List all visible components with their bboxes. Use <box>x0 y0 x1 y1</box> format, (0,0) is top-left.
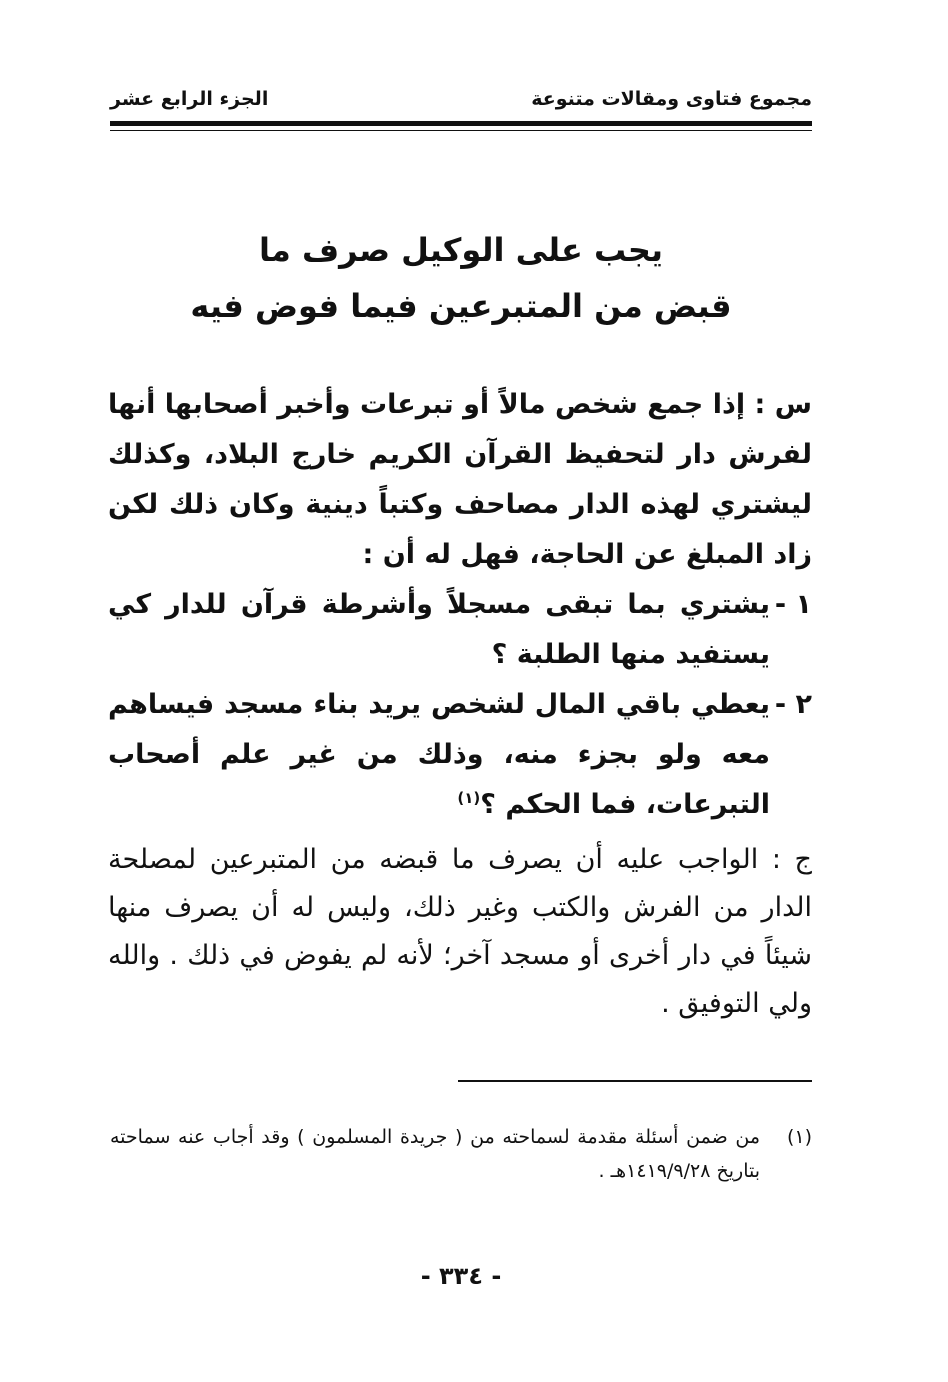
page-number: - ٣٣٤ - <box>420 1262 502 1290</box>
item-text: يشتري بما تبقى مسجلاً وأشرطة قرآن للدار كي يستفيد منها الطلبة ؟ <box>108 589 770 670</box>
footnote-text: من ضمن أسئلة مقدمة لسماحته من ( جريدة المسلمون ) وقد أجاب عنه سماحته بتاريخ ١٤١٩/٩/٢٨هـ . <box>110 1126 760 1182</box>
footnote-marker: (١) <box>457 789 481 807</box>
question-item-2 <box>108 680 812 830</box>
footnote-number: (١) <box>786 1126 812 1148</box>
title-line-1: يجب على الوكيل صرف ما <box>259 231 663 269</box>
question-intro: س : إذا جمع شخص مالاً أو تبرعات وأخبر أصحابها أنها لفرش دار لتحفيظ القرآن الكريم خارج البلاد، وكذلك ليشتري لهذه الدار مصاحف وكتباً دينية وكان ذلك لكن زاد المبلغ عن الحاجة، فهل له أن : <box>108 389 812 570</box>
answer-text: ج : الواجب عليه أن يصرف ما قبضه من المتبرعين لمصلحة الدار من الفرش والكتب وغير ذلك، وليس له أن يصرف منها شيئاً في دار أخرى أو مسجد آخر؛ لأنه لم يفوض في ذلك . والله ولي التوفيق . <box>108 844 812 1019</box>
header-rule-thin <box>110 130 812 131</box>
book-title: مجموع فتاوى ومقالات متنوعة <box>531 88 812 110</box>
header-rule-thick <box>110 121 812 126</box>
fatwa-title <box>110 222 812 334</box>
answer-block <box>108 836 812 1028</box>
item-number: ٢ - <box>774 689 812 720</box>
question-block <box>108 380 812 830</box>
title-line-2: قبض من المتبرعين فيما فوض فيه <box>190 287 732 325</box>
item-number: ١ - <box>774 589 812 620</box>
volume-label: الجزء الرابع عشر <box>110 88 269 110</box>
running-header <box>110 88 812 122</box>
footnote-separator <box>458 1080 812 1082</box>
question-item-1 <box>108 580 812 680</box>
item-text: يعطي باقي المال لشخص يريد بناء مسجد فيساهم معه ولو بجزء منه، وذلك من غير علم أصحاب التبرعات، فما الحكم ؟ <box>108 689 770 820</box>
footnote <box>110 1120 812 1188</box>
